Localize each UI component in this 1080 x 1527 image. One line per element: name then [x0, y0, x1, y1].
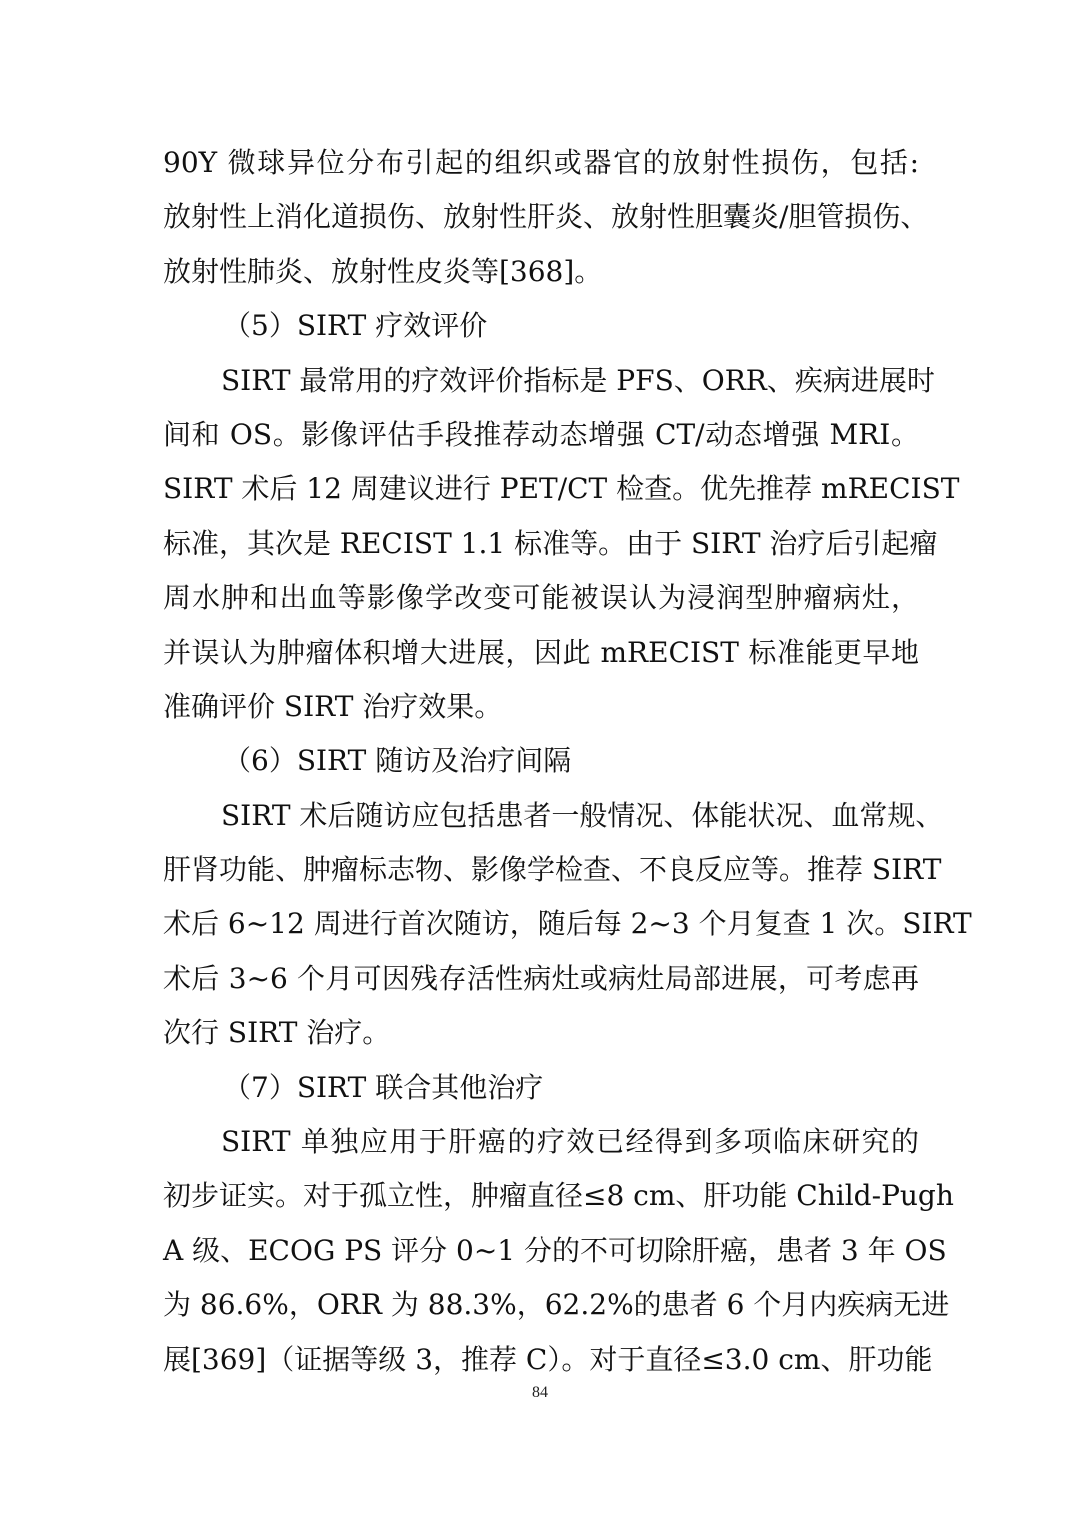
paragraph-line: A 级、ECOG PS 评分 0~1 分的不可切除肝癌，患者 3 年 OS [163, 1233, 947, 1267]
paragraph-line: 并误认为肿瘤体积增大进展，因此 mRECIST 标准能更早地 [163, 635, 919, 669]
paragraph-line: 肝肾功能、肿瘤标志物、影像学检查、不良反应等。推荐 SIRT [163, 853, 942, 887]
paragraph-line: 术后 3~6 个月可因残存活性病灶或病灶局部进展，可考虑再 [163, 961, 919, 995]
paragraph-line: SIRT 术后 12 周建议进行 PET/CT 检查。优先推荐 mRECIST [163, 472, 960, 506]
paragraph-line: SIRT 单独应用于肝癌的疗效已经得到多项临床研究的 [221, 1125, 919, 1159]
paragraph-line: 间和 OS。影像评估手段推荐动态增强 CT/动态增强 MRI。 [163, 417, 919, 451]
body-text [163, 136, 972, 1387]
paragraph-line: 放射性肺炎、放射性皮炎等[368]。 [163, 254, 603, 288]
paragraph-line: 放射性上消化道损伤、放射性肝炎、放射性胆囊炎/胆管损伤、 [163, 200, 929, 234]
paragraph-line: SIRT 术后随访应包括患者一般情况、体能状况、血常规、 [221, 798, 944, 832]
paragraph-line: 术后 6~12 周进行首次随访，随后每 2~3 个月复查 1 次。SIRT [163, 907, 972, 941]
section-heading-7: （7）SIRT 联合其他治疗 [223, 1070, 544, 1104]
paragraph-line: 90Y 微球异位分布引起的组织或器官的放射性损伤，包括: [163, 146, 919, 179]
paragraph-line: SIRT 最常用的疗效评价指标是 PFS、ORR、疾病进展时 [221, 363, 935, 397]
section-heading-5: （5）SIRT 疗效评价 [223, 309, 488, 343]
page-number: 84 [532, 1384, 548, 1401]
paragraph-line: 准确评价 SIRT 治疗效果。 [163, 689, 503, 723]
paragraph-line: 为 86.6%，ORR 为 88.3%，62.2%的患者 6 个月内疾病无进 [163, 1288, 950, 1322]
paragraph-line: 初步证实。对于孤立性，肿瘤直径≤8 cm、肝功能 Child-Pugh [163, 1179, 954, 1213]
paragraph-line: 标准，其次是 RECIST 1.1 标准等。由于 SIRT 治疗后引起瘤 [163, 526, 938, 560]
paragraph-line: 次行 SIRT 治疗。 [163, 1016, 391, 1050]
paragraph-line: 展[369]（证据等级 3，推荐 C）。对于直径≤3.0 cm、肝功能 [163, 1342, 933, 1376]
paragraph-line: 周水肿和出血等影像学改变可能被误认为浸润型肿瘤病灶， [163, 581, 919, 615]
section-heading-6: （6）SIRT 随访及治疗间隔 [223, 744, 572, 778]
